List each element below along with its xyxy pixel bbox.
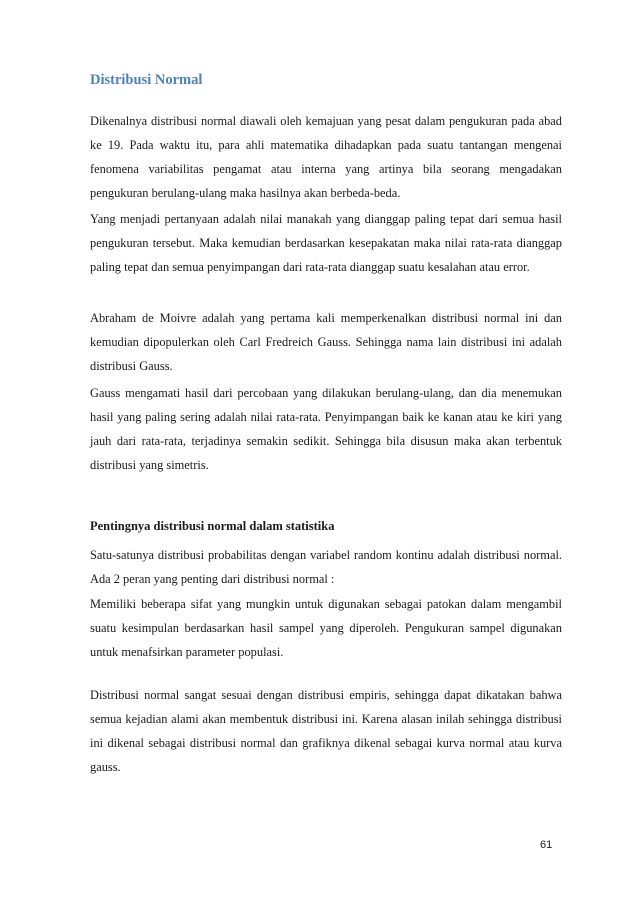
page-number: 61 <box>540 839 553 851</box>
section-title-pentingnya: Pentingnya distribusi normal dalam statistika <box>90 519 335 533</box>
paragraph: Satu-satunya distribusi probabilitas dengan variabel random kontinu adalah distribusi normal. Ada 2 peran yang penting dari distribusi normal : <box>90 548 562 586</box>
paragraph: Distribusi normal sangat sesuai dengan distribusi empiris, sehingga dapat dikatakan bahwa semua kejadian alami akan membentuk distribusi ini. Karena alasan inilah sehingga distribusi ini dikenal sebagai distribusi normal dan grafiknya dikenal sebagai kurva normal atau kurva gauss. <box>90 688 562 774</box>
paragraph: Gauss mengamati hasil dari percobaan yang dilakukan berulang-ulang, dan dia menemukan hasil yang paling sering adalah nilai rata-rata. Penyimpangan baik ke kanan atau ke kiri yang jauh dari rata-rata, terjadinya semakin sedikit. Sehingga bila disusun maka akan terbentuk distribusi yang simetris. <box>90 386 562 472</box>
section-title-distribusi-normal: Distribusi Normal <box>90 72 203 88</box>
paragraph: Memiliki beberapa sifat yang mungkin untuk digunakan sebagai patokan dalam mengambil suatu kesimpulan berdasarkan hasil sampel yang diperoleh. Pengukuran sampel digunakan untuk menafsirkan parameter populasi. <box>90 597 562 659</box>
paragraph: Dikenalnya distribusi normal diawali oleh kemajuan yang pesat dalam pengukuran pada abad ke 19. Pada waktu itu, para ahli matematika dihadapkan pada suatu tantangan mengenai fenomena variabilitas pengamat atau interna yang artinya bila seorang mengadakan pengukuran berulang-ulang maka hasilnya akan berbeda-beda. <box>90 114 562 200</box>
paragraph: Yang menjadi pertanyaan adalah nilai manakah yang dianggap paling tepat dari semua hasil pengukuran tersebut. Maka kemudian berdasarkan kesepakatan maka nilai rata-rata dianggap paling tepat dan semua penyimpangan dari rata-rata dianggap suatu kesalahan atau error. <box>90 212 562 274</box>
paragraph: Abraham de Moivre adalah yang pertama kali memperkenalkan distribusi normal ini dan kemudian dipopulerkan oleh Carl Fredreich Gauss. Sehingga nama lain distribusi ini adalah distribusi Gauss. <box>90 311 562 373</box>
